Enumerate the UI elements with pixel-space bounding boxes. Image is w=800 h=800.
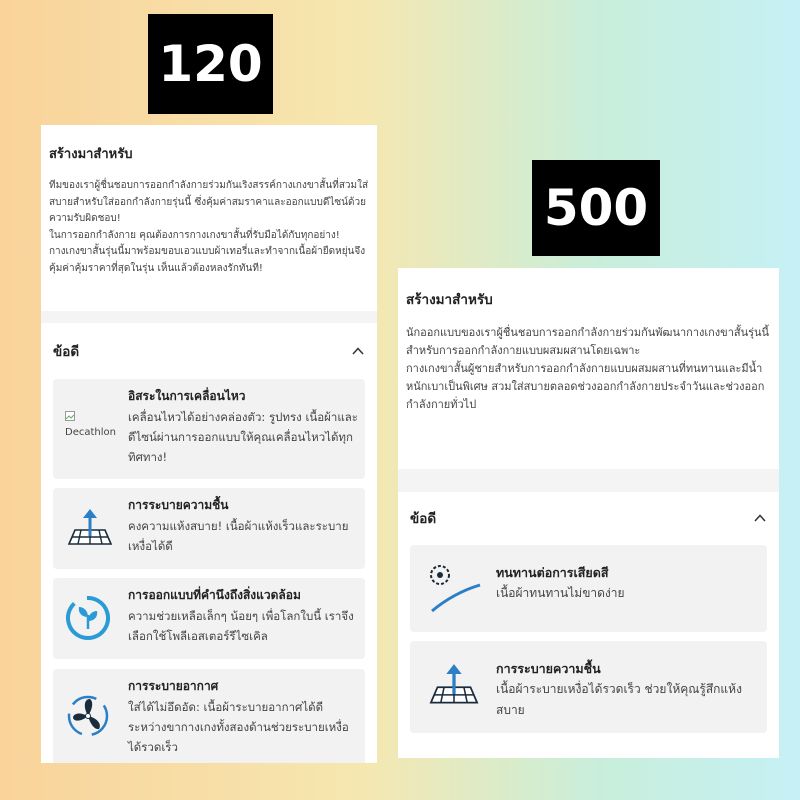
- benefit-card: [53, 669, 365, 763]
- eco-leaf-icon: [65, 595, 111, 641]
- benefit-desc: เนื้อผ้าระบายเหงื่อได้รวดเร็ว ช่วยให้คุณรู้สึกแห้งสบาย: [496, 682, 742, 717]
- benefit-card: [410, 545, 767, 632]
- benefit-desc: เคลื่อนไหวได้อย่างคล่องตัว: รูปทรง เนื้อผ้าและดีไซน์ผ่านการออกแบบให้คุณเคลื่อนไหวได้ทุกทิศทาง!: [128, 410, 358, 464]
- ventilation-fan-icon: [65, 693, 111, 739]
- benefit-title: อิสระในการเคลื่อนไหว: [128, 389, 246, 403]
- moisture-wicking-icon: [426, 663, 482, 707]
- benefit-desc: คงความแห้งสบาย! เนื้อผ้าแห้งเร็วและระบายเหงื่อได้ดี: [128, 519, 349, 553]
- benefit-desc: ความช่วยเหลือเล็กๆ น้อยๆ เพื่อโลกใบนี้ เราจึงเลือกใช้โพลีเอสเตอร์รีไซเคิล: [128, 609, 354, 643]
- product-panel-120: [41, 125, 377, 763]
- benefits-header[interactable]: [398, 492, 779, 544]
- benefit-card: [53, 578, 365, 659]
- benefit-card: [410, 641, 767, 733]
- chevron-up-icon[interactable]: [753, 511, 767, 525]
- benefit-title: การระบายความชื้น: [128, 498, 229, 512]
- built-for-section: [398, 268, 779, 469]
- benefit-title: การระบายอากาศ: [128, 679, 219, 693]
- built-for-section: [41, 125, 377, 311]
- built-for-text: ทีมของเราผู้ชื่นชอบการออกกำลังกายร่วมกันเริงสรรค์กางเกงขาสั้นที่สวมใส่สบายสำหรับใส่ออกกำลังกายรุ่นนี้ ซึ่งคุ้มค่าสมราคาและออกแบบดีไซน์ด้วยความรับผิดชอบ! ในการออกกำลังกาย คุณต้องการกางเกงขาสั้นที่รับมือได้กับทุกอย่าง! กางเกงขาสั้นรุ่นนี้มาพร้อมขอบเอวแบบผ้าเทอรี่และทำจากเนื้อผ้ายืดหยุ่นจึงคุ้มค่าคุ้มราคาที่สุดในรุ่น เห็นแล้วต้องหลงรักทันที!: [49, 180, 369, 274]
- moisture-wicking-icon: [65, 508, 115, 548]
- benefits-section: [398, 492, 779, 758]
- broken-image-icon: Decathlon: [65, 411, 116, 440]
- benefit-desc: เนื้อผ้าทนทานไม่ขาดง่าย: [496, 586, 625, 600]
- price-badge-120: 120: [148, 14, 273, 114]
- product-panel-500: [398, 268, 779, 758]
- abrasion-resistance-icon: [426, 559, 484, 617]
- built-for-title: สร้างมาสำหรับ: [49, 147, 133, 162]
- benefit-card: [53, 379, 365, 479]
- built-for-text: นักออกแบบของเราผู้ชื่นชอบการออกกำลังกายร่วมกันพัฒนากางเกงขาสั้นรุ่นนี้สำหรับการออกกำลังกายแบบผสมผสานโดยเฉพาะ กางเกงขาสั้นผู้ชายสำหรับการออกกำลังกายแบบผสมผสานที่ทนทานและมีน้ำหนักเบาเป็นพิเศษ สวมใส่สบายตลอดช่วงออกกำลังกายประจำวันและช่วงออกกำลังกายทั่วไป: [406, 326, 770, 411]
- benefit-title: การระบายความชื้น: [496, 661, 601, 676]
- benefits-section: [41, 323, 377, 763]
- benefits-header[interactable]: [41, 323, 377, 379]
- chevron-up-icon[interactable]: [351, 344, 365, 358]
- benefit-title: การออกแบบที่คำนึงถึงสิ่งแวดล้อม: [128, 588, 301, 602]
- benefit-card: [53, 488, 365, 569]
- price-badge-500: 500: [532, 160, 660, 256]
- benefits-title: ข้อดี: [53, 344, 80, 360]
- benefit-title: ทนทานต่อการเสียดสี: [496, 565, 609, 580]
- benefits-title: ข้อดี: [410, 511, 437, 527]
- built-for-title: สร้างมาสำหรับ: [406, 292, 493, 308]
- benefit-desc: ใส่ได้ไม่อึดอัด: เนื้อผ้าระบายอากาศได้ดีระหว่างขากางเกงทั้งสองด้านช่วยระบายเหงื่อได้รวดเร็ว: [128, 700, 349, 754]
